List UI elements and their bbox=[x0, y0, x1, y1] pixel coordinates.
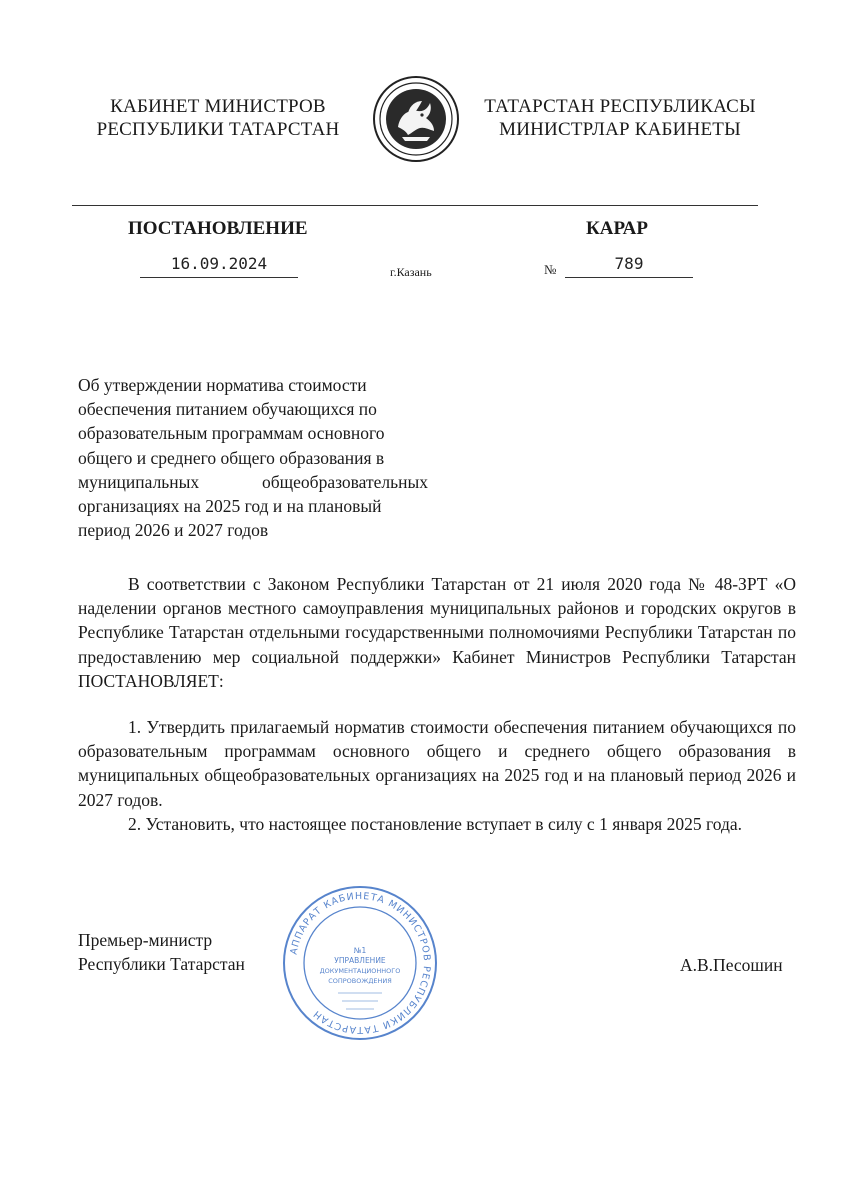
number-underline bbox=[565, 277, 693, 278]
preamble-paragraph: В соответствии с Законом Республики Татарстан от 21 июля 2020 года № 48-ЗРТ «О наделении органов местного самоуправления муниципальных районов и городских округов в Республике Татарстан отдельными государственными полномочиями Республики Татарстан по предоставлению мер социальной поддержки» Кабинет Министров Республики Татарстан ПОСТАНОВЛЯЕТ: bbox=[78, 574, 796, 691]
doc-number: 789 bbox=[614, 254, 644, 273]
subject-line: образовательным программам основного bbox=[78, 423, 385, 444]
header-left-org bbox=[92, 95, 344, 141]
doc-type-ru: ПОСТАНОВЛЕНИЕ bbox=[128, 218, 308, 239]
item-2-paragraph: 2. Установить, что настоящее постановление вступает в силу с 1 января 2025 года. bbox=[128, 813, 742, 834]
doc-subject bbox=[78, 373, 428, 542]
signatory-name: А.В.Песошин bbox=[680, 955, 783, 975]
header-right-line-2: МИНИСТРЛАР КАБИНЕТЫ bbox=[499, 119, 741, 140]
header-left-line-2: РЕСПУБЛИКИ ТАТАРСТАН bbox=[96, 119, 340, 140]
doc-body bbox=[78, 572, 796, 836]
signatory-title-line-2: Республики Татарстан bbox=[78, 954, 245, 975]
tatarstan-emblem-icon bbox=[372, 75, 460, 163]
subject-line: организациях на 2025 год и на плановый bbox=[78, 496, 382, 517]
date-underline bbox=[140, 277, 298, 278]
doc-date: 16.09.2024 bbox=[170, 254, 268, 273]
subject-line: Об утверждении норматива стоимости bbox=[78, 375, 367, 395]
header-right-line-1: ТАТАРСТАН РЕСПУБЛИКАСЫ bbox=[484, 96, 756, 117]
stamp-mirrored-mark bbox=[338, 993, 382, 1009]
header-left-line-1: КАБИНЕТ МИНИСТРОВ bbox=[110, 96, 326, 117]
number-sign: № bbox=[544, 262, 557, 277]
stamp-line-2: УПРАВЛЕНИЕ bbox=[334, 956, 386, 965]
item-1-paragraph: 1. Утвердить прилагаемый норматив стоимости обеспечения питанием обучающихся по образовательным программам основного общего и среднего общего образования в муниципальных общеобразовательных организациях на 2025 год и на плановый период 2026 и 2027 годов. bbox=[78, 717, 796, 810]
stamp-line-4: СОПРОВОЖДЕНИЯ bbox=[328, 977, 392, 985]
header-divider bbox=[72, 205, 758, 206]
doc-city: г.Казань bbox=[390, 265, 432, 279]
subject-line: обеспечения питанием обучающихся по bbox=[78, 399, 377, 420]
doc-type-tt: КАРАР bbox=[586, 218, 649, 239]
header-right-org bbox=[478, 95, 762, 141]
stamp-line-1: №1 bbox=[353, 946, 367, 955]
stamp-line-3: ДОКУМЕНТАЦИОННОГО bbox=[319, 967, 401, 975]
official-stamp bbox=[280, 883, 440, 1043]
signatory-title-line-1: Премьер-министр bbox=[78, 930, 213, 950]
signatory-title bbox=[78, 928, 245, 976]
subject-line: муниципальных общеобразовательных bbox=[78, 471, 428, 492]
subject-line: период 2026 и 2027 годов bbox=[78, 520, 269, 541]
stamp-outer-text: АППАРАТ КАБИНЕТА МИНИСТРОВ РЕСПУБЛИКИ ТАТАРСТАН bbox=[288, 890, 433, 1036]
subject-line: общего и среднего общего образования в bbox=[78, 447, 385, 468]
